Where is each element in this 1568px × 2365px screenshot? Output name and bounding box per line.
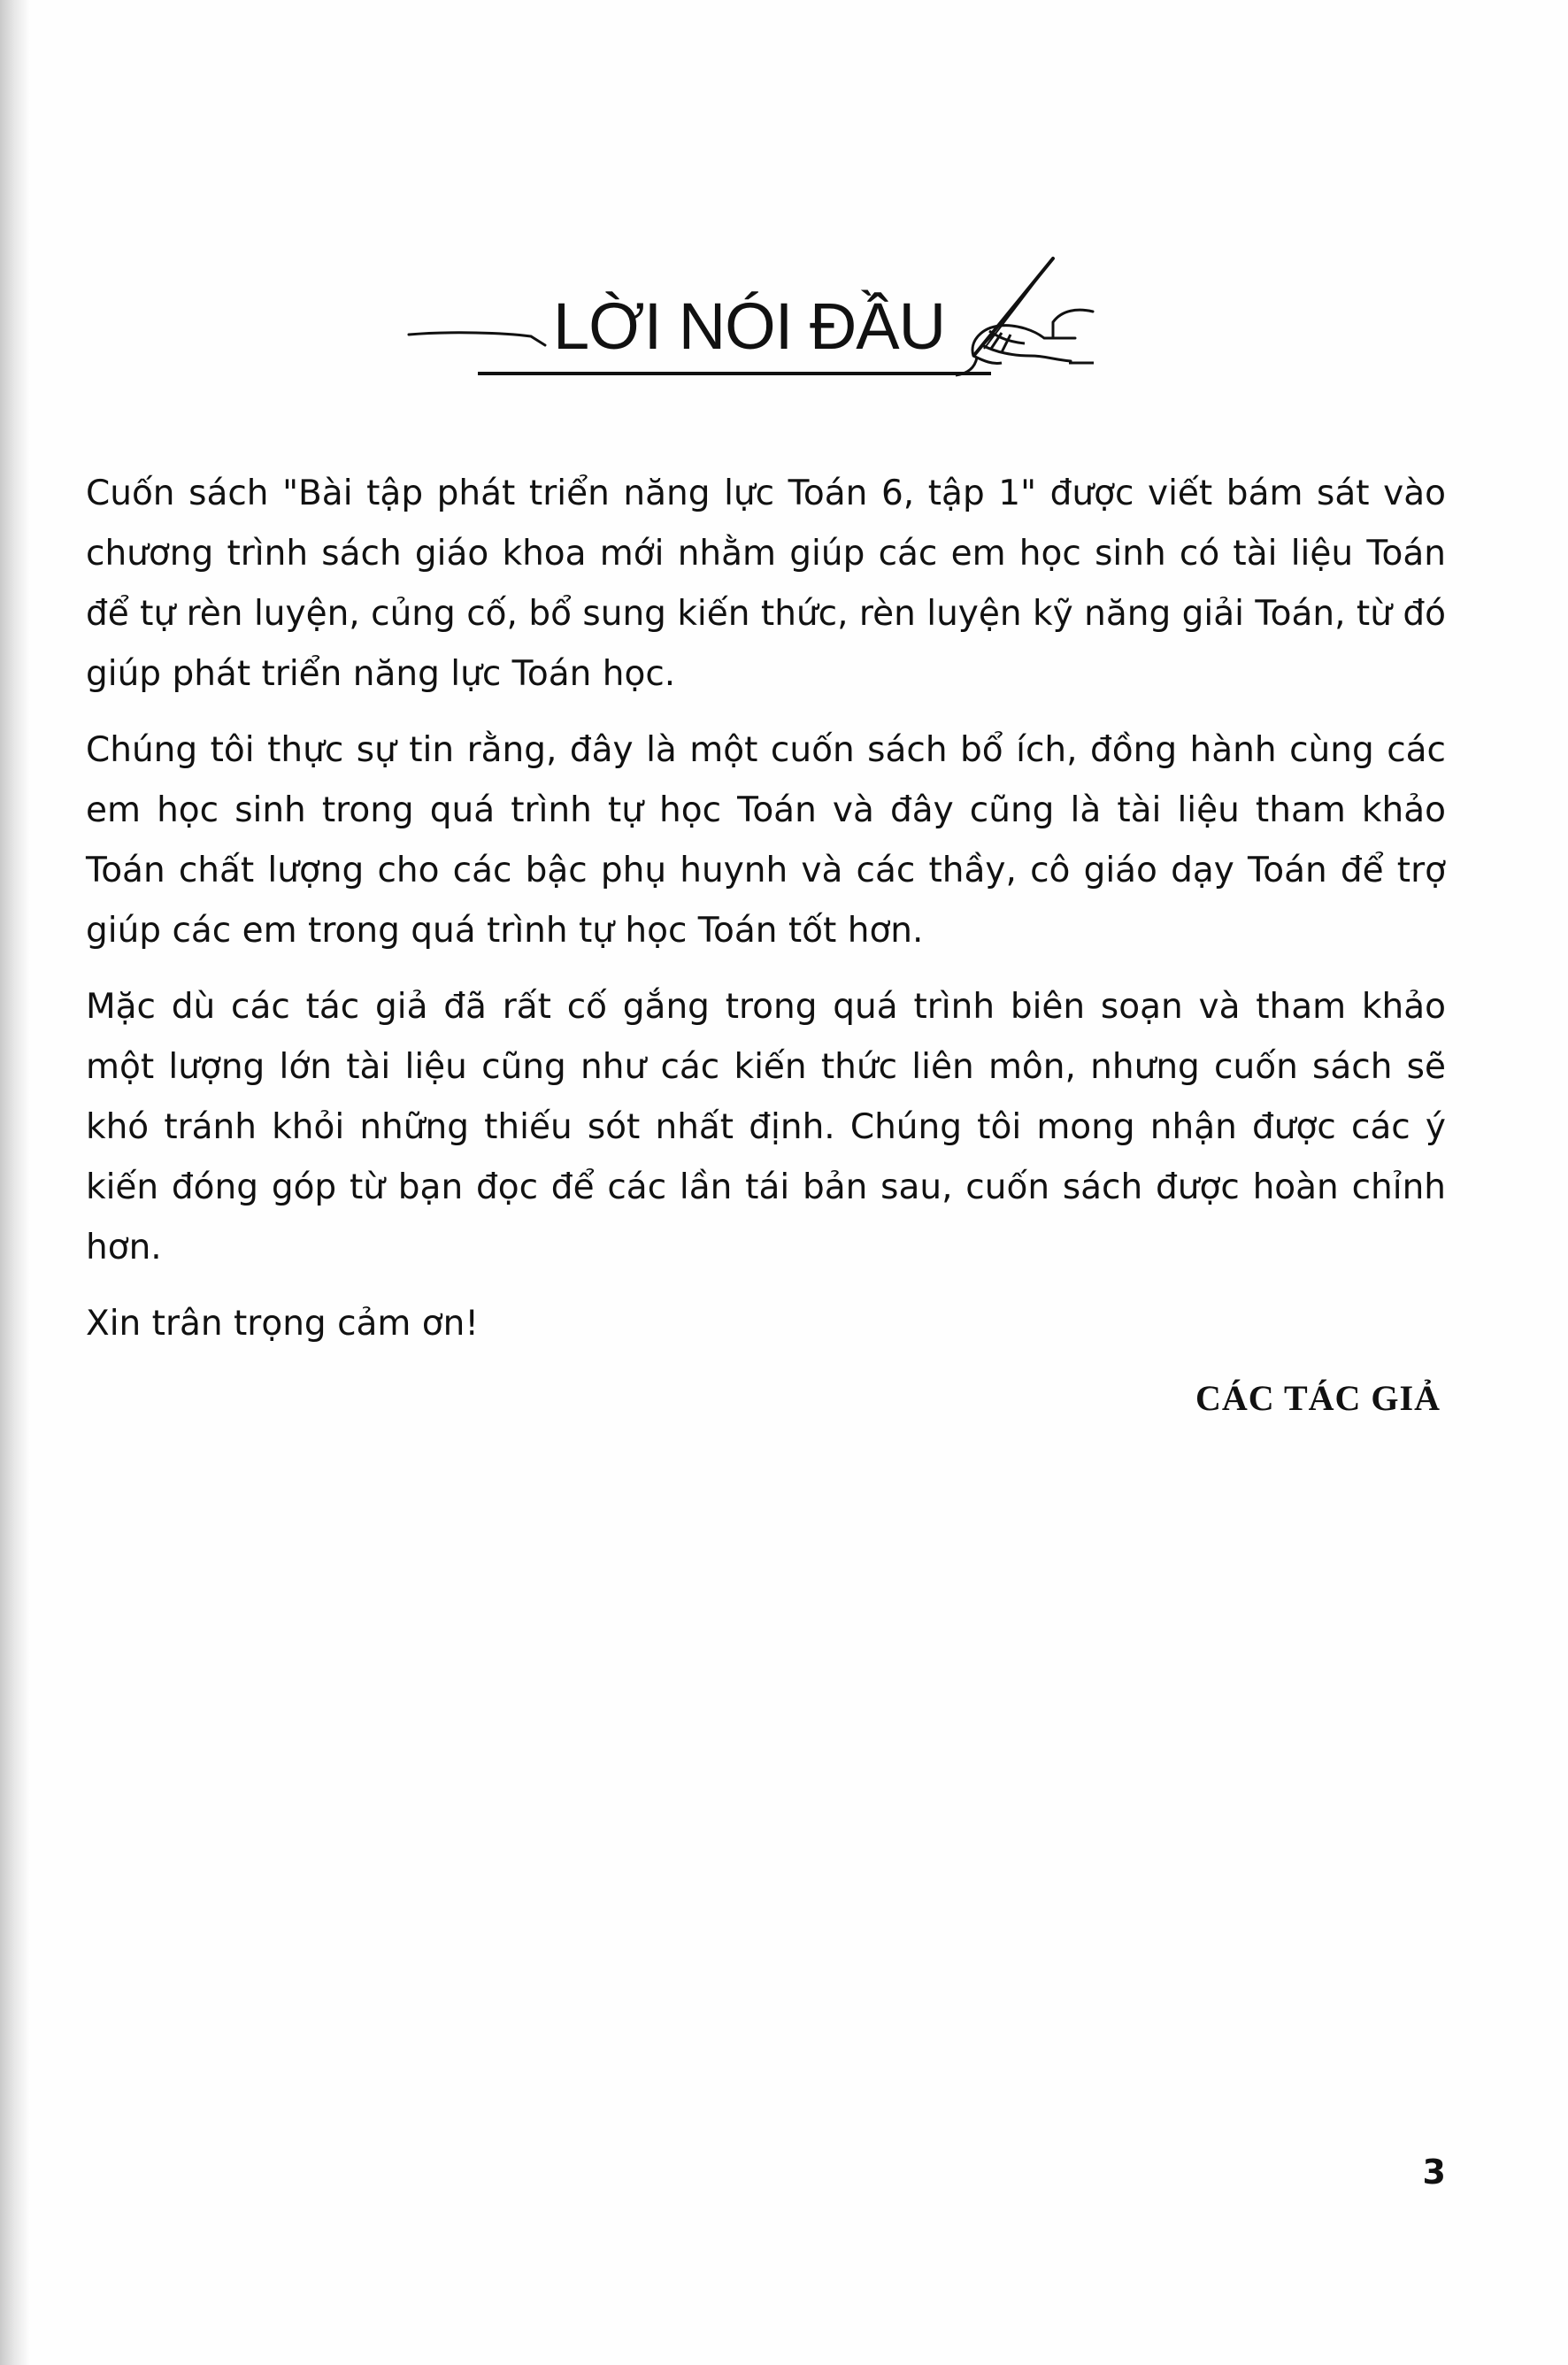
heading-underline (478, 372, 991, 375)
paragraph-1: Cuốn sách "Bài tập phát triển năng lực Toán 6, tập 1" được viết bám sát vào chương trình sách giáo khoa mới nhằm giúp các em học sinh có tài liệu Toán để tự rèn luyện, củng cố, bổ sung kiến thức, rèn luyện kỹ năng giải Toán, từ đó giúp phát triển năng lực Toán học. (86, 474, 1446, 694)
page-title: LỜI NÓI ĐẦU (553, 289, 946, 363)
page-number: 3 (1422, 2153, 1446, 2192)
authors-signature: CÁC TÁC GIẢ (1195, 1378, 1441, 1418)
page-edge-shadow (0, 0, 30, 2365)
hand-writing-pen-icon (920, 257, 1097, 389)
paragraph-3: Mặc dù các tác giả đã rất cố gắng trong quá trình biên soạn và tham khảo một lượng lớn tài liệu cũng như các kiến thức liên môn, nhưng cuốn sách sẽ khó tránh khỏi những thiếu sót nhất định. Chúng tôi mong nhận được các ý kiến đóng góp từ bạn đọc để các lần tái bản sau, cuốn sách được hoàn chỉnh hơn. (86, 987, 1446, 1267)
heading-left-swash (407, 326, 549, 349)
preface-heading (389, 257, 1097, 398)
paragraph-4: Xin trân trọng cảm ơn! (86, 1304, 480, 1344)
paragraph-2: Chúng tôi thực sự tin rằng, đây là một cuốn sách bổ ích, đồng hành cùng các em học sinh trong quá trình tự học Toán và đây cũng là tài liệu tham khảo Toán chất lượng cho các bậc phụ huynh và các thầy, cô giáo dạy Toán để trợ giúp các em trong quá trình tự học Toán tốt hơn. (86, 730, 1446, 951)
preface-body (86, 464, 1446, 1370)
